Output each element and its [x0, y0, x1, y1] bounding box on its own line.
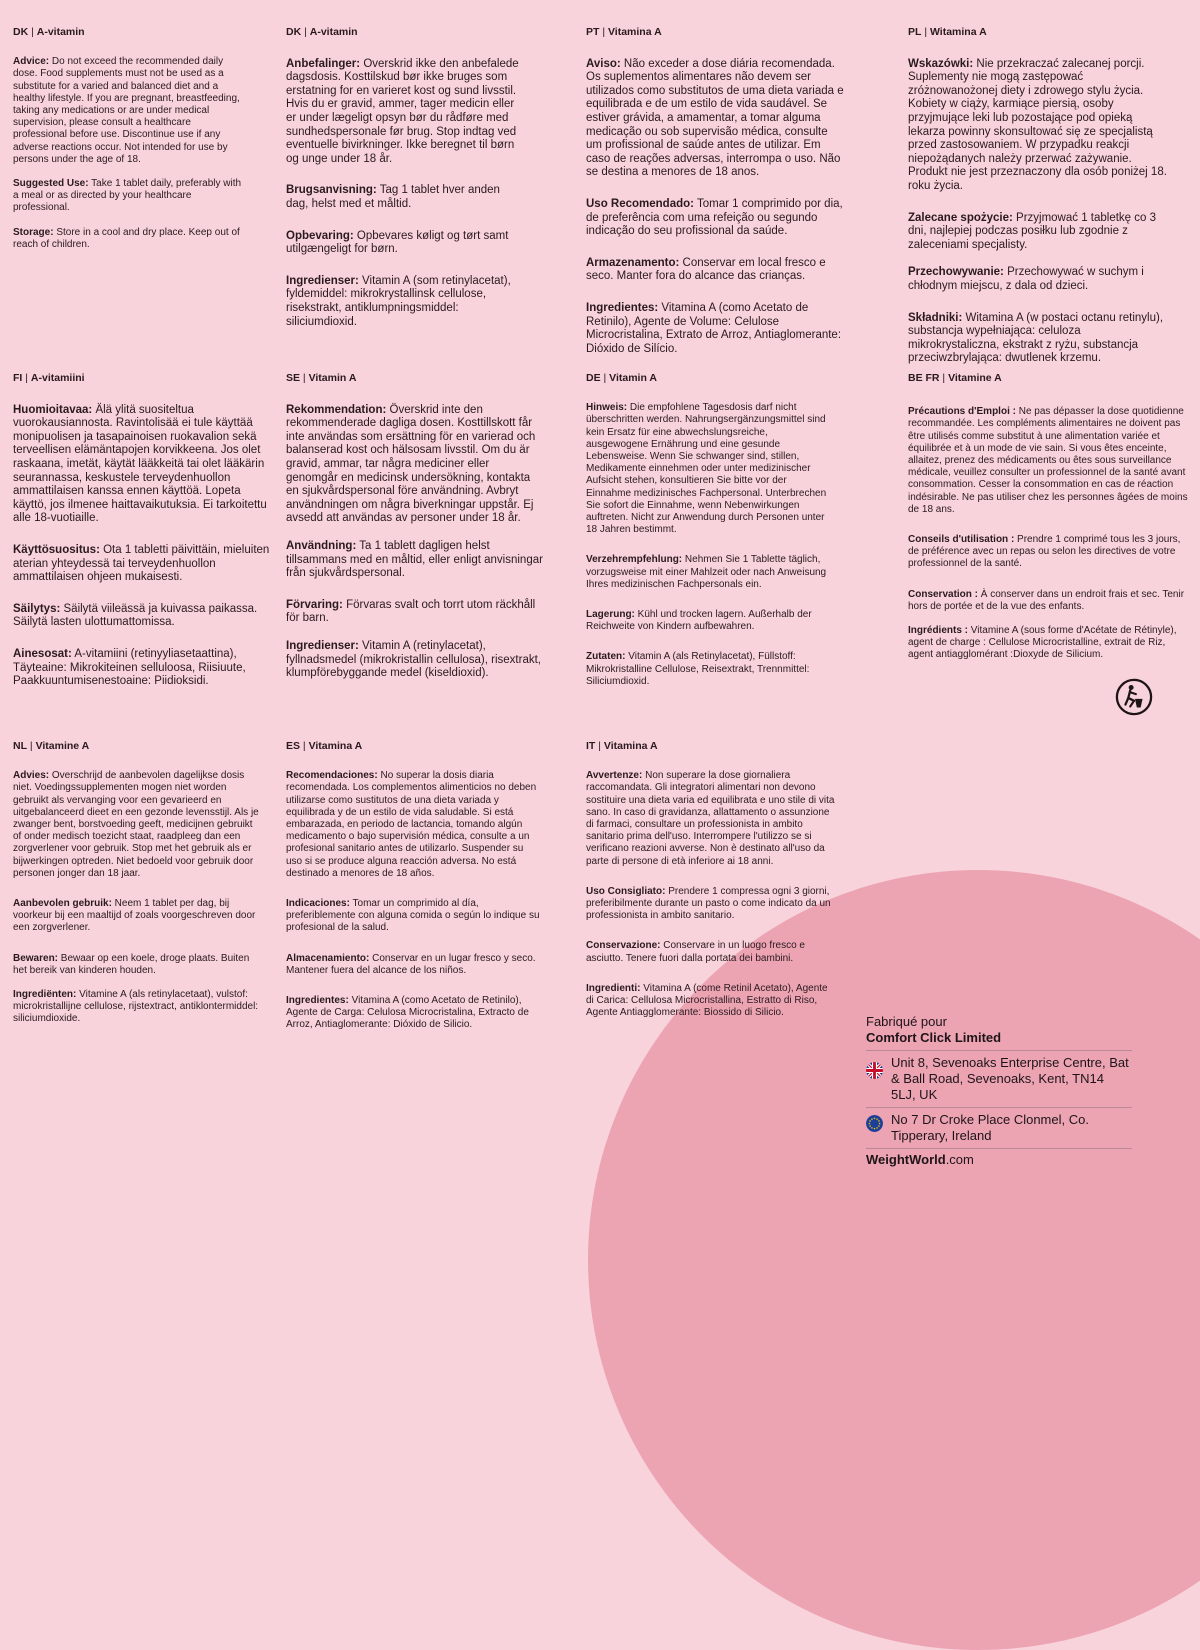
section-header: IT | Vitamina A	[586, 740, 658, 752]
usage-paragraph: Uso Recomendado: Tomar 1 comprimido por dia, de preferência com uma refeição ou segundo indicação do seu profissional da saúde.	[586, 197, 843, 238]
ingredients-paragraph: Ainesosat: A-vitamiini (retinyyliasetaattina), Täyteaine: Mikrokiteinen selluloosa, Riisiuute, Paakkuuntumisenestoaine: Piidioksidi.	[13, 647, 246, 688]
section-pt	[586, 26, 844, 370]
advice-paragraph: Aviso: Não exceder a dose diária recomendada. Os suplementos alimentares não devem ser utilizados como substitutos de uma dieta variada e equilibrada e de um estilo de vida saudável. Se estiver grávida, a amamentar, a tomar alguma medicação ou sob supervisão médica, consulte um profissional de saúde antes de utilizar. Em caso de reações adversas, interrompa o uso. Não se destina a menores de 18 anos.	[586, 57, 844, 179]
tidyman-recycle-icon	[1115, 678, 1153, 716]
usage-paragraph: Uso Consigliato: Prendere 1 compressa ogni 3 giorni, preferibilmente durante un pasto o come indicato da un professionista in ambito sanitario.	[586, 885, 831, 922]
section-header: FI | A-vitamiini	[13, 372, 85, 384]
storage-paragraph: Armazenamento: Conservar em local fresco e seco. Manter fora do alcance das crianças.	[586, 256, 826, 283]
advice-paragraph: Précautions d'Emploi : Ne pas dépasser la dose quotidienne recommandée. Les compléments alimentaires ne doivent pas être utilisés comme substitut à une alimentation variée et équilibrée et à un mode de vie sain. Si vous êtes enceinte, allaitez, prenez des médicaments ou êtes sous surveillance médicale, veuillez consulter un professionnel de la santé avant consommation. Cesser la consommation en cas de réaction indésirable. Ne pas utiliser chez les personnes âgées de moins de 18 ans.	[908, 406, 1188, 515]
storage-paragraph: Säilytys: Säilytä viileässä ja kuivassa paikassa. Säilytä lasten ulottumattomissa.	[13, 602, 258, 629]
ingredients-paragraph: Składniki: Witamina A (w postaci octanu retinylu), substancja wypełniająca: celuloza mikrokrystaliczna, ekstrakt z ryżu, substancja przeciwzbrylająca: dwutlenek krzemu.	[908, 311, 1164, 365]
manufacturer-footer	[866, 1014, 1132, 1168]
storage-paragraph: Storage: Store in a cool and dry place. Keep out of reach of children.	[13, 226, 240, 250]
uk-flag-icon	[866, 1062, 883, 1079]
company-name: Comfort Click Limited	[866, 1030, 1002, 1045]
section-header: NL | Vitamine A	[13, 740, 90, 752]
brand-domain: .com	[945, 1152, 974, 1167]
section-header: ES | Vitamina A	[286, 740, 363, 752]
section-it	[586, 740, 836, 1031]
eu-address: No 7 Dr Croke Place Clonmel, Co. Tipperary, Ireland	[891, 1112, 1089, 1143]
brand-name: WeightWorld	[866, 1152, 946, 1167]
section-es	[286, 740, 542, 1044]
advice-paragraph: Anbefalinger: Overskrid ikke den anbefalede dagsdosis. Kosttilskud bør ikke bruges som erstatning for en varieret kost og sund livsstil. Hvis du er gravid, ammer, tager medicin eller er under lægeligt opsyn bør du rådføre med sundhedspersonale før brug. Stop indtag ved eventuelle bivirkninger. Ikke beregnet til børn og unge under 18 år.	[286, 57, 519, 165]
section-header: DK | A-vitamin	[286, 26, 358, 38]
advice-paragraph: Avvertenze: Non superare la dose giornaliera raccomandata. Gli integratori alimentari non devono sostituire una dieta varia ed equilibrata e uno stile di vita sano. In caso di gravidanza, allattamento o assunzione di farmaci, consultare un professionista in ambito sanitario prima dell'uso. Interrompere l'utilizzo se si verificano reazioni avverse. Non è destinato all'uso da parte di persone di età inferiore ai 18 anni.	[586, 770, 835, 867]
eu-address-row	[866, 1107, 1132, 1148]
storage-paragraph: Opbevaring: Opbevares køligt og tørt samt utilgængeligt for børn.	[286, 229, 509, 256]
usage-paragraph: Brugsanvisning: Tag 1 tablet hver anden dag, helst med et måltid.	[286, 184, 500, 210]
ingredients-paragraph: Ingredienser: Vitamin A (retinylacetat), fyllnadsmedel (mikrokristallin cellulosa), risextrakt, klumpförebyggande medel (kiseldioxid).	[286, 639, 541, 680]
section-be-fr	[908, 372, 1188, 674]
usage-paragraph: Verzehrempfehlung: Nehmen Sie 1 Tablette täglich, vorzugsweise mit einer Mahlzeit oder nach Anweisung Ihres medizinischen Fachpersonals ein.	[586, 554, 827, 590]
storage-paragraph: Förvaring: Förvaras svalt och torrt utom räckhåll för barn.	[286, 598, 536, 625]
advice-paragraph: Recomendaciones: No superar la dosis diaria recomendada. Los complementos alimenticios no deben utilizarse como sustitutos de una dieta variada y equilibrada y de un estilo de vida saludable. Si está embarazada, en periodo de lactancia, tomando algún medicamento o bajo supervisión médica, consulte a un profesional sanitario antes de utilizarlo. Suspender su uso si se produce alguna reacción adversa. No está destinado a menores de 18 años.	[286, 770, 537, 879]
ingredients-paragraph: Ingrediënten: Vitamine A (als retinylacetaat), vulstof: microkristallijne cellulose, rijstextract, antiklontermiddel: siliciumdioxide.	[13, 989, 259, 1025]
ingredients-paragraph: Zutaten: Vitamin A (als Retinylacetat), Füllstoff: Mikrokristalline Cellulose, Reisextrakt, Trennmittel: Siliciumdioxid.	[586, 651, 810, 687]
made-for-label: Fabriqué pour	[866, 1014, 947, 1029]
uk-address-row	[866, 1050, 1132, 1107]
advice-paragraph: Advice: Do not exceed the recommended daily dose. Food supplements must not be used as a substitute for a varied and balanced diet and a healthy lifestyle. If you are pregnant, breastfeeding, taking any medications or are under medical supervision, please consult a healthcare professional before use. Discontinue use if any adverse reactions occur. Not intended for use by persons under the age of 18.	[13, 56, 240, 165]
ingredients-paragraph: Ingredienti: Vitamina A (come Retinil Acetato), Agente di Carica: Cellulosa Microcristallina, Estratto di Riso, Agente Antiagglomerante: Biossido di Silicio.	[586, 982, 828, 1019]
storage-paragraph: Przechowywanie: Przechowywać w suchym i chłodnym miejscu, z dala od dzieci.	[908, 266, 1144, 292]
usage-paragraph: Aanbevolen gebruik: Neem 1 tablet per dag, bij voorkeur bij een maaltijd of zoals voorgeschreven door een zorgverlener.	[13, 898, 256, 934]
storage-paragraph: Lagerung: Kühl und trocken lagern. Außerhalb der Reichweite von Kindern aufbewahren.	[586, 609, 812, 633]
eu-flag-icon	[866, 1115, 883, 1132]
website-url	[866, 1148, 1132, 1168]
advice-paragraph: Rekommendation: Överskrid inte den rekommenderade dagliga dosen. Kosttillskott får inte användas som ersättning för en varierad och balanserad kost och hälsosam livsstil. Om du är gravid, ammar, tar några mediciner eller genomgår en medicinsk undersökning, kontakta en sjukvårdspersonal före användning. Avbryt användningen om några biverkningar uppstår. Ej avsedd att användas av personer under 18 år.	[286, 403, 536, 525]
uk-address: Unit 8, Sevenoaks Enterprise Centre, Bat & Ball Road, Sevenoaks, Kent, TN14 5LJ, UK	[891, 1055, 1129, 1102]
section-nl	[13, 740, 263, 1038]
usage-paragraph: Suggested Use: Take 1 tablet daily, preferably with a meal or as directed by your healthcare professional.	[13, 178, 242, 214]
ingredients-paragraph: Ingredientes: Vitamina A (como Acetato de Retinilo), Agente de Volume: Celulose Microcristalina, Extrato de Arroz, Antiaglomerante: Dióxido de Silício.	[586, 301, 842, 355]
storage-paragraph: Conservation : À conserver dans un endroit frais et sec. Tenir hors de portée et de la vue des enfants.	[908, 588, 1185, 612]
section-header: DK | A-vitamin	[13, 26, 85, 38]
usage-paragraph: Conseils d'utilisation : Prendre 1 comprimé tous les 3 jours, de préférence avec un repas ou selon les directives de votre professionnel de la santé.	[908, 534, 1181, 570]
usage-paragraph: Användning: Ta 1 tablett dagligen helst tillsammans med en måltid, eller enligt anvisningar från sjukvårdspersonal.	[286, 539, 543, 580]
section-header: DE | Vitamin A	[586, 372, 658, 384]
section-header: SE | Vitamin A	[286, 372, 357, 384]
ingredients-paragraph: Ingredienser: Vitamin A (som retinylacetat), fyldemiddel: mikrokrystallinsk cellulose, risekstrakt, antiklumpningsmiddel: siliciumdioxid.	[286, 274, 511, 328]
storage-paragraph: Conservazione: Conservare in un luogo fresco e asciutto. Tenere fuori dalla portata dei bambini.	[586, 940, 805, 964]
section-dk-en	[13, 26, 247, 263]
storage-paragraph: Bewaren: Bewaar op een koele, droge plaats. Buiten het bereik van kinderen houden.	[13, 952, 250, 976]
storage-paragraph: Almacenamiento: Conservar en un lugar fresco y seco. Mantener fuera del alcance de los niños.	[286, 952, 536, 976]
section-de	[586, 372, 830, 700]
usage-paragraph: Indicaciones: Tomar un comprimido al día, preferiblemente con alguna comida o según lo indique su profesional de la salud.	[286, 898, 540, 934]
advice-paragraph: Huomioitavaa: Älä ylitä suositeltua vuorokausiannosta. Ravintolisää ei tule käyttää monipuolisen ja tasapainoisen ruokavalion sekä terveellisen elämäntapojen korvikkeena. Jos olet raskaana, imetät, käytät lääkkeitä tai olet lääkärin seurannassa, keskustele terveydenhuollon ammattilaisen kanssa ennen käyttöä. Lopeta käyttö, jos ilmenee haittavaikutuksia. Ei tarkoitettu alle 18-vuotiaille.	[13, 403, 267, 525]
advice-paragraph: Hinweis: Die empfohlene Tagesdosis darf nicht überschritten werden. Nahrungsergänzungsmittel sind kein Ersatz für eine abwechslungsreiche, ausgewogene Ernährung und eine gesunde Lebensweise. Wenn Sie schwanger sind, stillen, Medikamente einnehmen oder unter medizinischer Aufsicht stehen, konsultieren Sie bitte vor der Einnahme medizinisches Fachpersonal. Unterbrechen Sie sofort die Einnahme, wenn Nebenwirkungen auftreten. Nicht zur Anwendung durch Personen unter 18 Jahren bestimmt.	[586, 402, 827, 536]
advice-paragraph: Wskazówki: Nie przekraczać zalecanej porcji. Suplementy nie mogą zastępować zróżnowanożonej diety i zdrowego stylu życia. Kobiety w ciąży, karmiące piersią, osoby przyjmujące leki lub pozostające pod opieką lekarza powinny skonsultować się ze specjalistą przed zastosowaniem. W przypadku reakcji niepożądanych należy przerwać zażywanie. Produkt nie jest przeznaczony dla osób poniżej 18. roku życia.	[908, 57, 1167, 192]
usage-paragraph: Zalecane spożycie: Przyjmować 1 tabletkę co 3 dni, najlepiej podczas posiłku lub zgodnie z zaleceniami specjalisty.	[908, 211, 1156, 251]
section-dk	[286, 26, 524, 343]
advice-paragraph: Advies: Overschrijd de aanbevolen dagelijkse dosis niet. Voedingssupplementen mogen niet worden gebruikt als vervanging voor een gevarieerd en uitgebalanceerd dieet en een gezonde levensstijl. Als je zwanger bent, borstvoeding geeft, medicijnen gebruikt of onder medisch toezicht staat, raadpleeg dan een zorgverlener voor gebruik. Stop met het gebruik als er bijwerkingen optreden. Niet bedoeld voor gebruik door personen jonger dan 18 jaar.	[13, 770, 259, 879]
section-se	[286, 372, 544, 695]
usage-paragraph: Käyttösuositus: Ota 1 tabletti päivittäin, mieluiten aterian yhteydessä tai terveydenhuollon ammattilaisen ohjeen mukaisesti.	[13, 543, 270, 584]
section-header: PL | Witamina A	[908, 26, 987, 38]
section-header: PT | Vitamina A	[586, 26, 662, 38]
ingredients-paragraph: Ingrédients : Vitamine A (sous forme d'Acétate de Rétinyle), agent de charge : Cellulose Microcristalline, extrait de Riz, agent antiagglomérant :Dioxyde de Silicium.	[908, 625, 1177, 661]
ingredients-paragraph: Ingredientes: Vitamina A (como Acetato de Retinilo), Agente de Carga: Celulosa Microcristalina, Extracto de Arroz, Antiaglomerante: Dióxido de Silicio.	[286, 995, 529, 1031]
section-pl	[908, 26, 1168, 380]
section-header: BE FR | Vitamine A	[908, 372, 1002, 384]
section-fi	[13, 372, 271, 703]
